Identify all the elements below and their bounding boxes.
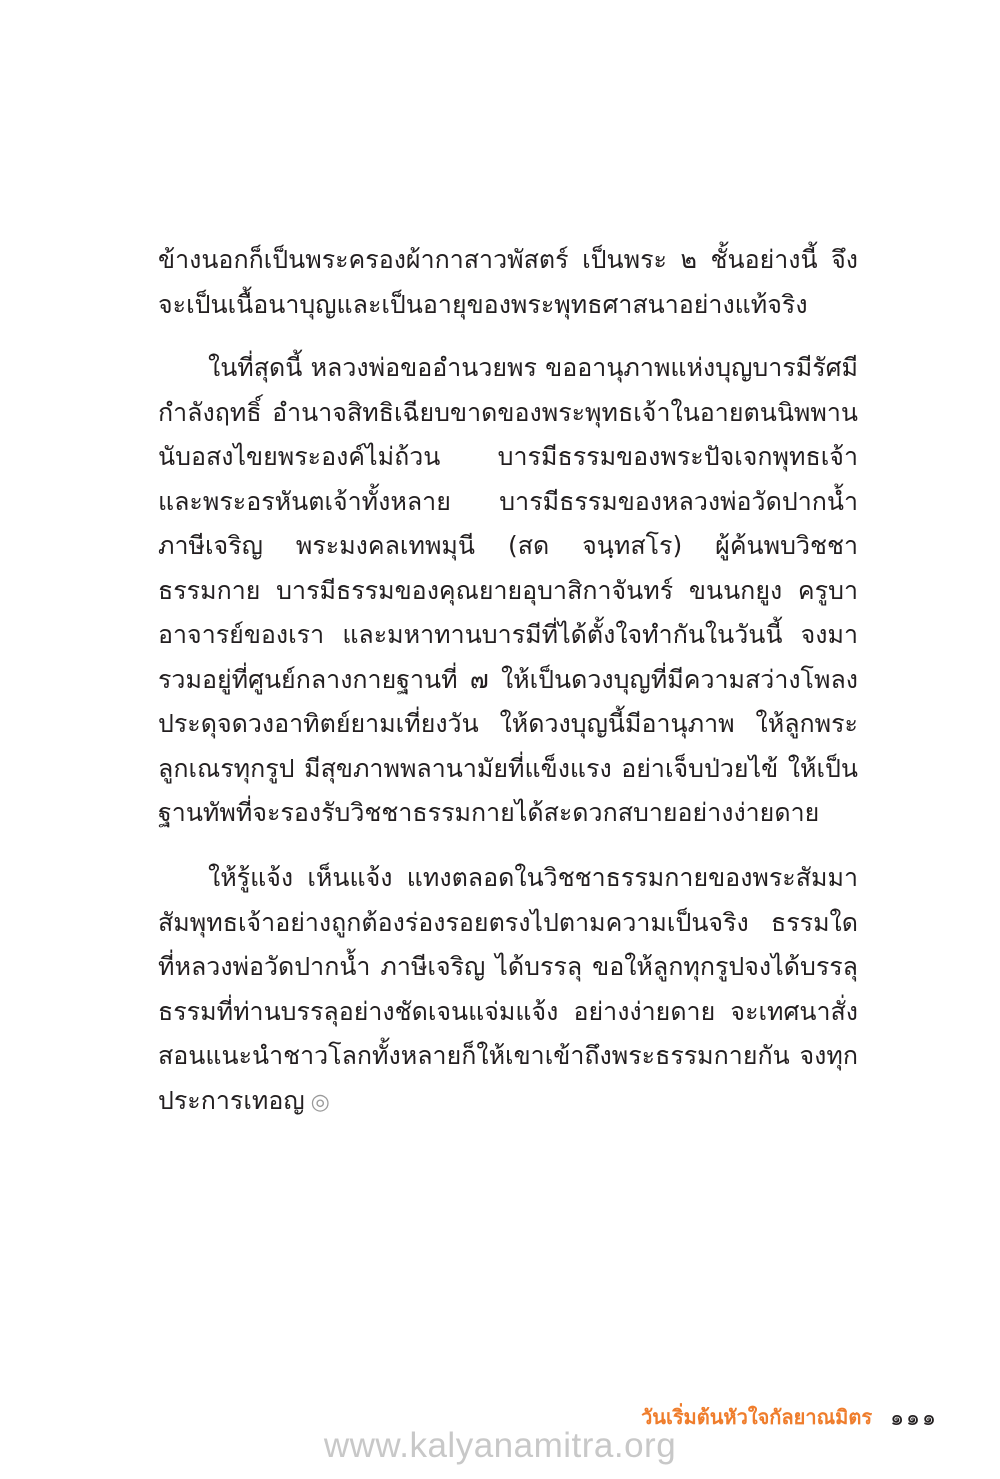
paragraph-3-container bbox=[158, 856, 858, 1125]
paragraph-2 bbox=[158, 346, 858, 836]
book-title: วันเริ่มต้นหัวใจกัลยาณมิตร bbox=[641, 1405, 873, 1429]
end-mark-icon: ◎ bbox=[310, 1089, 330, 1115]
paragraph-3 bbox=[158, 856, 858, 1125]
paragraph-2-text: ในที่สุดนี้ หลวงพ่อขออำนวยพร ขออานุภาพแห่งบุญบารมีรัศมีกำลังฤทธิ์ อำนาจสิทธิเฉียบขาดของพระพุทธเจ้าในอายตนนิพพานนับอสงไขยพระองค์ไม่ถ้วน บารมีธรรมของพระปัจเจกพุทธเจ้า และพระอรหันตเจ้าทั้งหลาย บารมีธรรมของหลวงพ่อวัดปากน้ำ ภาษีเจริญ พระมงคลเทพมุนี (สด จนฺทสโร) ผู้ค้นพบวิชชาธรรมกาย บารมีธรรมของคุณยายอุบาสิกาจันทร์ ขนนกยูง ครูบาอาจารย์ของเรา และมหาทานบารมีที่ได้ตั้งใจทำกันในวันนี้ จงมารวมอยู่ที่ศูนย์กลางกายฐานที่ ๗ ให้เป็นดวงบุญที่มีความสว่างโพลงประดุจดวงอาทิตย์ยามเที่ยงวัน ให้ดวงบุญนี้มีอานุภาพ ให้ลูกพระลูกเณรทุกรูป มีสุขภาพพลานามัยที่แข็งแรง อย่าเจ็บป่วยไข้ ให้เป็นฐานทัพที่จะรองรับวิชชาธรรมกายได้สะดวกสบายอย่างง่ายดาย bbox=[158, 353, 858, 827]
paragraph-1-text: ข้างนอกก็เป็นพระครองผ้ากาสาวพัสตร์ เป็นพระ ๒ ชั้นอย่างนี้ จึงจะเป็นเนื้อนาบุญและเป็นอายุของพระพุทธศาสนาอย่างแท้จริง bbox=[158, 245, 858, 319]
page-number: ๑๑๑ bbox=[890, 1405, 938, 1431]
paragraph-3-text: ให้รู้แจ้ง เห็นแจ้ง แทงตลอดในวิชชาธรรมกายของพระสัมมาสัมพุทธเจ้าอย่างถูกต้องร่องรอยตรงไปตามความเป็นจริง ธรรมใดที่หลวงพ่อวัดปากน้ำ ภาษีเจริญ ได้บรรลุ ขอให้ลูกทุกรูปจงได้บรรลุธรรมที่ท่านบรรลุอย่างชัดเจนแจ่มแจ้ง อย่างง่ายดาย จะเทศนาสั่งสอนแนะนำชาวโลกทั้งหลายก็ให้เขาเข้าถึงพระธรรมกายกัน จงทุกประการเทอญ bbox=[158, 863, 858, 1115]
paragraph-1 bbox=[158, 238, 858, 327]
watermark-url: www.kalyanamitra.org bbox=[323, 1426, 677, 1465]
